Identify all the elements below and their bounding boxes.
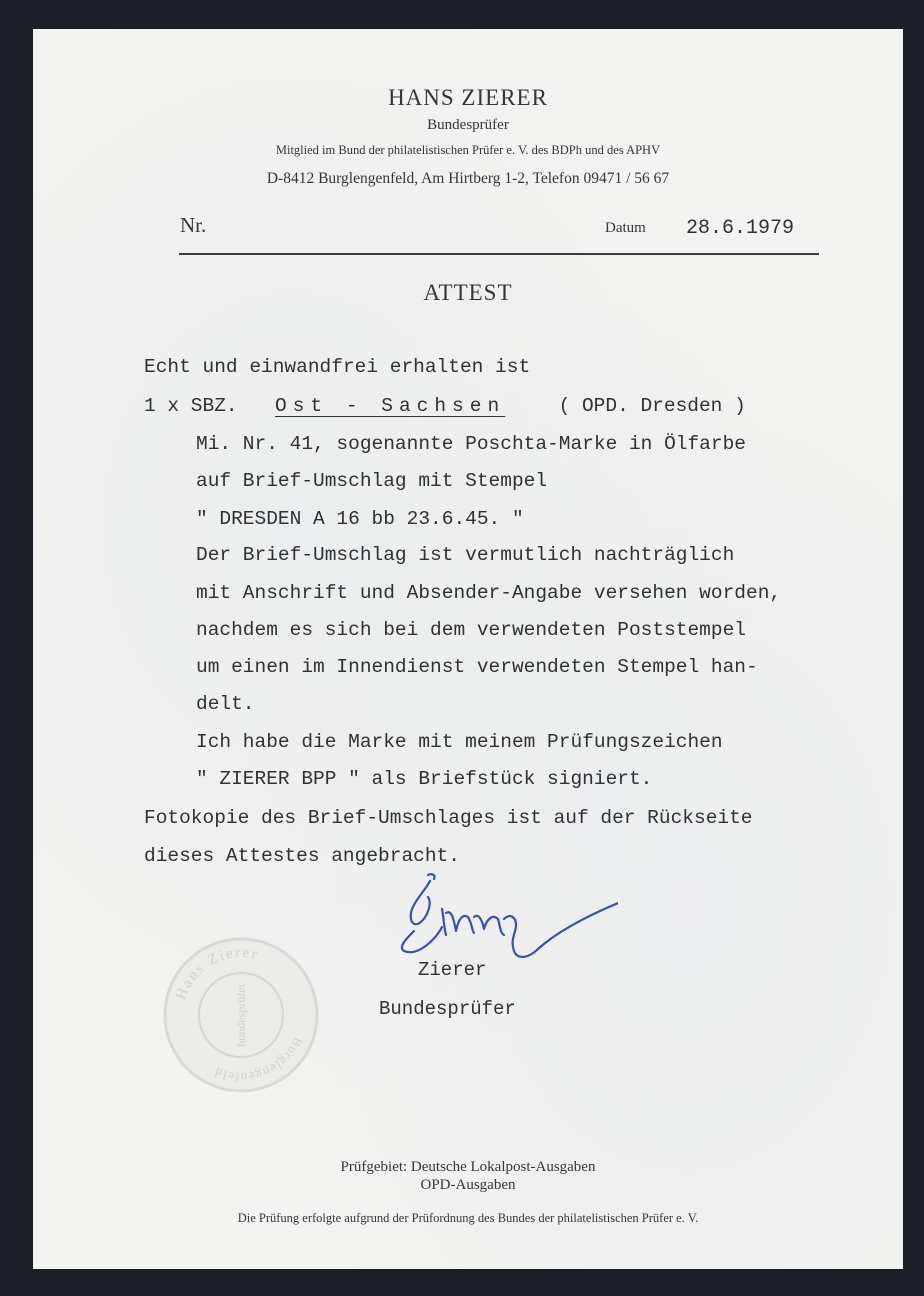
body-line: um einen im Innendienst verwendeten Stempel han- bbox=[196, 656, 758, 678]
closing-line: Fotokopie des Brief-Umschlages ist auf der Rückseite bbox=[144, 807, 753, 829]
quantity-label: 1 x SBZ. bbox=[144, 395, 238, 417]
region-name: Ost - Sachsen bbox=[275, 395, 506, 417]
seal-inner-text: bundesprüfer bbox=[234, 983, 248, 1047]
body-line: " ZIERER BPP " als Briefstück signiert. bbox=[196, 768, 653, 790]
address-line: D-8412 Burglengenfeld, Am Hirtberg 1-2, Telefon 09471 / 56 67 bbox=[266, 170, 670, 187]
body-line: nachdem es sich bei dem verwendeten Poststempel bbox=[196, 619, 746, 641]
seal-right-text: Burglengenfeld bbox=[211, 1035, 306, 1086]
certificate-page bbox=[33, 29, 903, 1269]
region-office: ( OPD. Dresden ) bbox=[558, 395, 746, 417]
embossed-seal bbox=[161, 935, 321, 1095]
body-line: Der Brief-Umschlag ist vermutlich nachträglich bbox=[196, 544, 735, 566]
body-line: Echt und einwandfrei erhalten ist bbox=[144, 356, 531, 378]
signer-name: Zierer bbox=[418, 959, 487, 981]
body-line: Mi. Nr. 41, sogenannte Poschta-Marke in Ölfarbe bbox=[196, 433, 746, 455]
body-line: " DRESDEN A 16 bb 23.6.45. " bbox=[196, 508, 524, 530]
number-label: Nr. bbox=[180, 213, 207, 237]
examiner-title: Bundesprüfer bbox=[427, 117, 509, 133]
body-line: delt. bbox=[196, 693, 255, 715]
date-label: Datum bbox=[605, 220, 646, 236]
seal-outer-text: Hans Zierer bbox=[173, 944, 261, 1002]
legal-notice: Die Prüfung erfolgte aufgrund der Prüfordnung des Bundes der philatelistischen Prüfer e. V. bbox=[237, 1211, 699, 1225]
handwritten-signature bbox=[388, 869, 618, 964]
stamp-identification-line bbox=[144, 395, 746, 417]
examination-scope-secondary: OPD-Ausgaben bbox=[420, 1177, 516, 1193]
document-title: ATTEST bbox=[423, 280, 513, 305]
examiner-name: HANS ZIERER bbox=[388, 85, 548, 110]
examination-scope: Prüfgebiet: Deutsche Lokalpost-Ausgaben bbox=[340, 1159, 596, 1175]
membership-line: Mitglied im Bund der philatelistischen Prüfer e. V. des BDPh und des APHV bbox=[275, 143, 661, 157]
date-value: 28.6.1979 bbox=[686, 217, 795, 240]
body-line: mit Anschrift und Absender-Angabe versehen worden, bbox=[196, 582, 782, 604]
closing-line: dieses Attestes angebracht. bbox=[144, 845, 460, 867]
header-divider bbox=[179, 253, 819, 255]
body-line: Ich habe die Marke mit meinem Prüfungszeichen bbox=[196, 731, 723, 753]
body-line: auf Brief-Umschlag mit Stempel bbox=[196, 470, 548, 492]
signer-title: Bundesprüfer bbox=[379, 998, 516, 1020]
